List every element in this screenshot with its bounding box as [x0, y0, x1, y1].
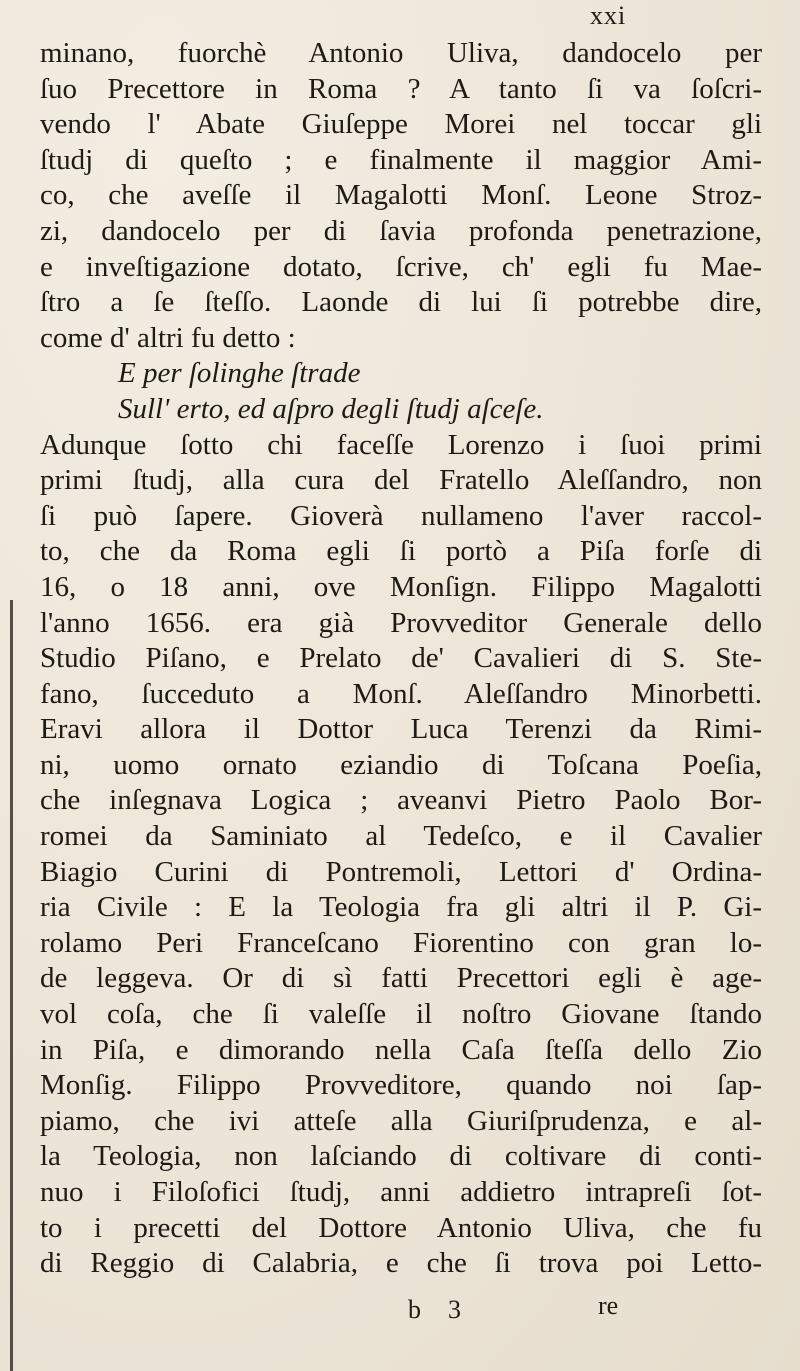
text-line: ſtudj di queſto ; e finalmente il maggior Ami-: [40, 143, 762, 176]
signature-mark-number: 3: [448, 1295, 461, 1324]
text-line: 16, o 18 anni, ove Monſign. Filippo Magalotti: [40, 570, 762, 603]
text-line: ſi può ſapere. Gioverà nullameno l'aver raccol-: [40, 499, 762, 532]
text-line: rolamo Peri Franceſcano Fiorentino con gran lo-: [40, 926, 762, 959]
body-text: [40, 36, 762, 1282]
text-line: de leggeva. Or di sì fatti Precettori egli è age-: [40, 962, 762, 995]
text-line: ria Civile : E la Teologia fra gli altri il P. Gi-: [40, 891, 762, 924]
text-line: to, che da Roma egli ſi portò a Piſa forſe di: [40, 535, 762, 568]
page-number: xxi: [590, 1, 627, 30]
text-line: primi ſtudj, alla cura del Fratello Aleſſandro, non: [40, 464, 762, 497]
text-line: ſtro a ſe ſteſſo. Laonde di lui ſi potrebbe dire,: [40, 286, 762, 319]
text-line: la Teologia, non laſciando di coltivare di conti-: [40, 1140, 762, 1173]
text-line: Adunque ſotto chi faceſſe Lorenzo i ſuoi primi: [40, 428, 762, 461]
text-line: co, che aveſſe il Magalotti Monſ. Leone Stroz-: [40, 179, 762, 212]
text-line: vendo l' Abate Giuſeppe Morei nel toccar gli: [40, 108, 762, 141]
text-line: Monſig. Filippo Provveditore, quando noi ſap-: [40, 1069, 762, 1102]
text-line: minano, fuorchè Antonio Uliva, dandocelo per: [40, 37, 762, 69]
signature-mark-letter: b: [408, 1295, 421, 1324]
text-line: romei da Saminiato al Tedeſco, e il Cavalier: [40, 820, 762, 853]
verse-line: E per ſolinghe ſtrade: [118, 357, 361, 390]
text-line: e inveſtigazione dotato, ſcrive, ch' egli fu Mae-: [40, 250, 762, 283]
catchword: re: [598, 1291, 619, 1320]
text-line: di Reggio di Calabria, e che ſi trova poi Letto-: [40, 1247, 762, 1280]
text-line: piamo, che ivi atteſe alla Giuriſprudenza, e al-: [40, 1104, 762, 1137]
text-line: che inſegnava Logica ; aveanvi Pietro Paolo Bor-: [40, 784, 762, 817]
text-line: come d' altri fu detto :: [40, 321, 296, 354]
text-line: ni, uomo ornato eziandio di Toſcana Poeſia,: [40, 748, 762, 781]
text-line: nuo i Filoſofici ſtudj, anni addietro intrapreſi ſot-: [40, 1176, 762, 1208]
text-line: zi, dandocelo per di ſavia profonda penetrazione,: [40, 214, 762, 247]
text-line: to i precetti del Dottore Antonio Uliva, che fu: [40, 1211, 762, 1244]
text-line: vol coſa, che ſi valeſſe il noſtro Giovane ſtando: [40, 998, 762, 1031]
text-line: Eravi allora il Dottor Luca Terenzi da Rimi-: [40, 713, 762, 746]
binding-edge: [10, 600, 13, 1371]
text-line: l'anno 1656. era già Provveditor Generale dello: [40, 606, 762, 639]
text-line: ſuo Precettore in Roma ? A tanto ſi va ſoſcri-: [40, 72, 762, 105]
text-line: Studio Piſano, e Prelato de' Cavalieri di S. Ste-: [40, 642, 762, 675]
verse-line: Sull' erto, ed aſpro degli ſtudj aſceſe.: [118, 392, 544, 425]
text-line: Biagio Curini di Pontremoli, Lettori d' Ordina-: [40, 855, 762, 888]
text-line: in Piſa, e dimorando nella Caſa ſteſſa dello Zio: [40, 1033, 762, 1066]
text-line: fano, ſucceduto a Monſ. Aleſſandro Minorbetti.: [40, 677, 762, 710]
